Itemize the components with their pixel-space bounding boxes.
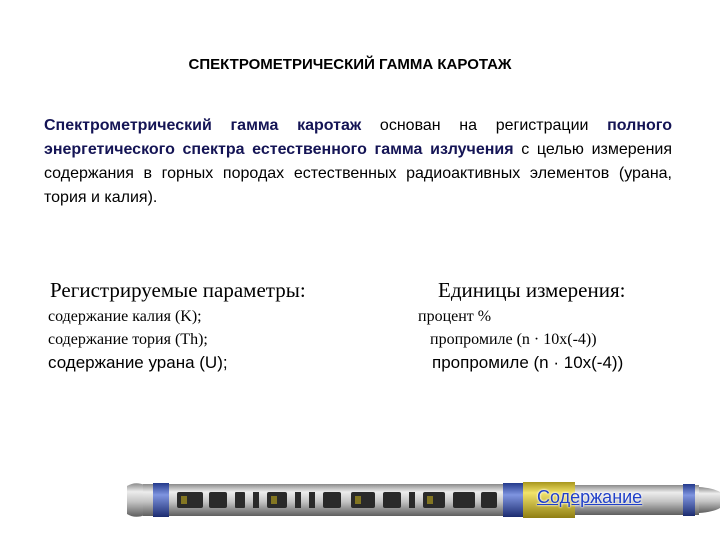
unit-item-permille-uranium: пропромиле (n · 10х(-4)) — [432, 353, 624, 372]
units-header: Единицы измерения: — [438, 278, 626, 302]
parameters-header: Регистрируемые параметры: — [50, 278, 306, 302]
unit-item-percent: процент % — [418, 308, 492, 325]
parameter-item-potassium: содержание калия (K); — [48, 308, 202, 325]
parameter-item-uranium: содержание урана (U); — [48, 353, 228, 372]
unit-item-permille-thorium: пропромиле (n · 10х(-4)) — [430, 331, 597, 348]
page-title: СПЕКТРОМЕТРИЧЕСКИЙ ГАММА КАРОТАЖ — [188, 56, 512, 73]
intro-paragraph — [44, 114, 672, 210]
intro-spectrum-phrase: полного энергетического спектра естественного гамма излучения — [44, 117, 673, 158]
intro-term: Спектрометрический гамма каротаж — [44, 117, 362, 134]
intro-text-1: основан на регистрации — [361, 117, 608, 134]
contents-link[interactable]: Содержание — [537, 487, 643, 507]
parameter-item-thorium: содержание тория (Th); — [48, 331, 208, 348]
intro-text-2: с целью измерения содержания в горных породах естественных радиоактивных элементов (урана, тория и калия). — [44, 141, 672, 206]
